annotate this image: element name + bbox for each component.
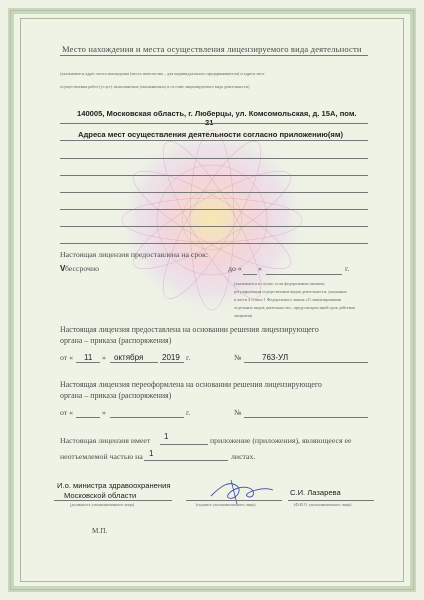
annex-text-d: листах. bbox=[231, 452, 256, 461]
basis-text-2: органа – приказа (распоряжения) bbox=[60, 336, 172, 345]
address-line-2: 21 bbox=[205, 118, 214, 127]
basis-year-suffix: г. bbox=[186, 353, 191, 362]
address-line-1: 140005, Московская область, г. Люберцы, ул. Комсомольская, д. 15А, пом. bbox=[77, 109, 357, 118]
annex-text-b: приложение (приложения), являющееся ее bbox=[210, 436, 352, 445]
basis-number: 763-УЛ bbox=[262, 353, 289, 362]
signer-position-1: И.о. министра здравоохранения bbox=[57, 481, 171, 490]
name-note: (Ф.И.О. уполномоченного лица) bbox=[294, 502, 352, 507]
address-note-2: осуществления работ (услуг), выполняемых (оказываемых) в составе лицензируемого вида деятельности) bbox=[60, 84, 250, 89]
annex-count: 1 bbox=[164, 432, 169, 441]
annex-text-c: неотъемлемой частью на bbox=[60, 452, 143, 461]
address-note-1: (указываются адрес места нахождения (места жительства – для индивидуального предпринимателя) и адреса мест bbox=[60, 71, 265, 76]
address-line-3: Адреса мест осуществления деятельности согласно приложению(ям) bbox=[78, 130, 343, 139]
term-note-2: регулирующим осуществление видов деятельности, указанных bbox=[234, 289, 347, 294]
reissue-text-2: органа – приказа (распоряжения) bbox=[60, 391, 172, 400]
basis-month: октября bbox=[114, 353, 144, 362]
basis-day: 11 bbox=[84, 353, 93, 362]
signer-position-2: Московской области bbox=[64, 491, 137, 500]
reissue-close: » bbox=[102, 408, 106, 417]
reissue-year-suffix: г. bbox=[186, 408, 191, 417]
address-heading: Место нахождения и места осуществления лицензируемого вида деятельности bbox=[62, 44, 362, 54]
annex-text-a: Настоящая лицензия имеет bbox=[60, 436, 151, 445]
position-note: (должность уполномоченного лица) bbox=[70, 502, 135, 507]
reissue-number-label: № bbox=[234, 408, 242, 417]
term-note-5: лицензии) bbox=[234, 313, 253, 318]
reissue-text-1: Настоящая лицензия переоформлена на основании решения лицензирующего bbox=[60, 380, 322, 389]
until-year-suffix: г. bbox=[345, 264, 350, 273]
until-open: до « bbox=[228, 264, 242, 273]
unlimited-option: бессрочно bbox=[65, 264, 100, 273]
basis-number-label: № bbox=[234, 353, 242, 362]
unlimited-checkmark: V bbox=[60, 264, 66, 273]
term-note-1: (указывается в случае, если федеральным законом, bbox=[234, 281, 325, 286]
reissue-from: от « bbox=[60, 408, 74, 417]
term-note-4: отдельных видов деятельности», предусмотрен иной срок действия bbox=[234, 305, 355, 310]
signature-note: (подпись уполномоченного лица) bbox=[196, 502, 256, 507]
seal-placeholder: М.П. bbox=[92, 527, 108, 535]
basis-from: от « bbox=[60, 353, 74, 362]
basis-text-1: Настоящая лицензия предоставлена на основании решения лицензирующего bbox=[60, 325, 319, 334]
basis-year: 2019 bbox=[162, 353, 180, 362]
until-close: » bbox=[258, 264, 262, 273]
signer-name: С.И. Лазарева bbox=[290, 488, 341, 497]
basis-close: » bbox=[102, 353, 106, 362]
term-label: Настоящая лицензия предоставлена на срок: bbox=[60, 250, 209, 259]
term-note-3: в части 4 статьи 1 Федерального закона «О лицензировании bbox=[234, 297, 341, 302]
annex-sheets: 1 bbox=[149, 449, 154, 458]
